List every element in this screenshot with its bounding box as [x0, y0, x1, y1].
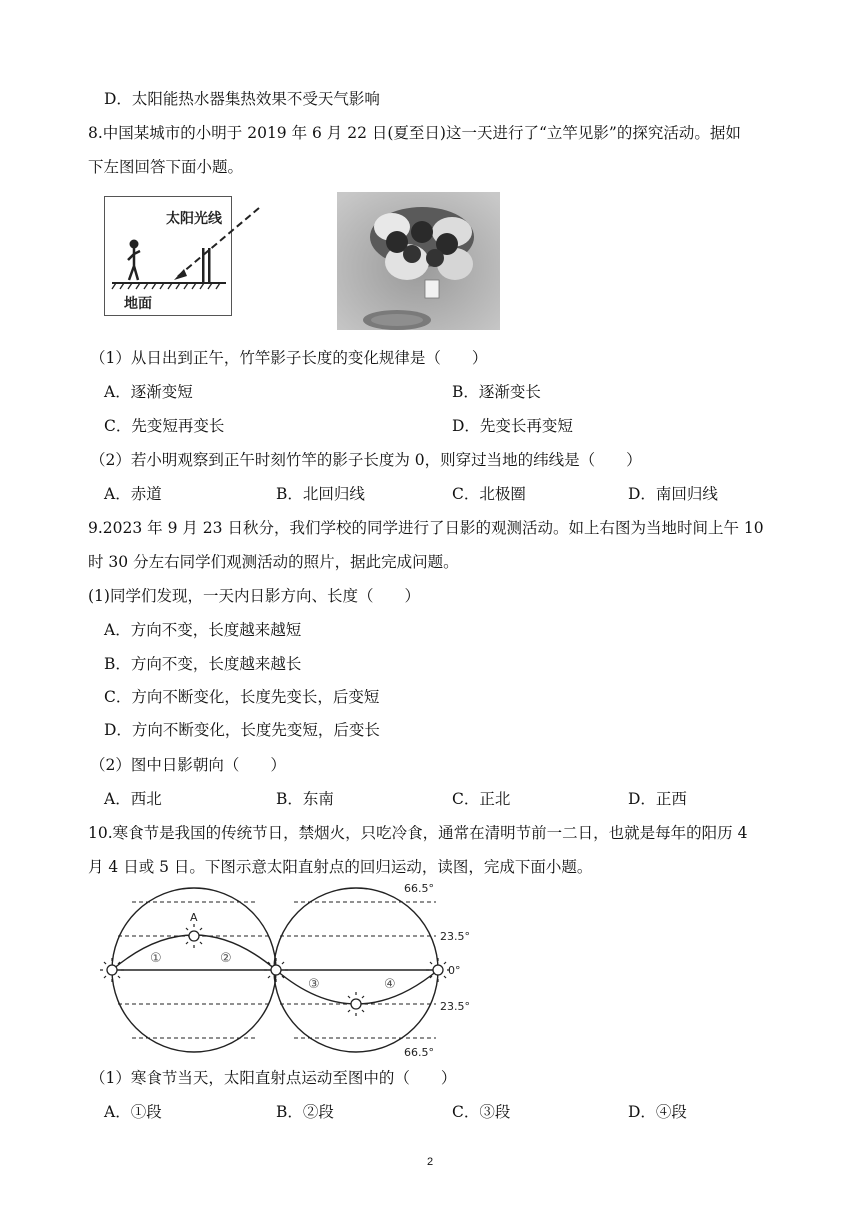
q9-stem-line1: 9.2023 年 9 月 23 日秋分，我们学校的同学进行了日影的观测活动。如上右图为当地时间上午 10: [88, 519, 764, 537]
students-observation-photo: [337, 192, 500, 330]
segment-4-label: ④: [384, 977, 396, 992]
lat-66-5-north-label: 66.5°: [404, 882, 434, 895]
q9-sub2-option-c: C．正北: [452, 790, 511, 808]
q9-sub2-question: （2）图中日影朝向（ ）: [90, 756, 286, 774]
q9-sub1-question: (1)同学们发现，一天内日影方向、长度（ ）: [88, 587, 420, 605]
q9-sub1-option-d: D．方向不断变化，长度先变短，后变长: [104, 721, 380, 739]
segment-2-label: ②: [220, 951, 232, 966]
segment-1-label: ①: [150, 951, 162, 966]
q9-stem-line2: 时 30 分左右同学们观测活动的照片，据此完成问题。: [88, 553, 459, 571]
q8-sub2-option-c: C．北极圈: [452, 485, 526, 503]
q8-sub1-option-c: C．先变短再变长: [104, 417, 225, 435]
q9-sub1-option-b: B．方向不变，长度越来越长: [104, 655, 302, 673]
q10-sub1-option-d: D．④段: [628, 1103, 687, 1121]
q8-sub1-option-d: D．先变长再变短: [452, 417, 573, 435]
bamboo-pole: [202, 248, 205, 282]
q8-sub1-option-a: A．逐渐变短: [104, 383, 193, 401]
page-number: 2: [426, 1156, 434, 1168]
q7-option-d: D．太阳能热水器集热效果不受天气影响: [104, 90, 380, 108]
q10-sub1-option-c: C．③段: [452, 1103, 511, 1121]
point-a-label: A: [190, 911, 198, 924]
q8-sub2-question: （2）若小明观察到正午时刻竹竿的影子长度为 0，则穿过当地的纬线是（ ）: [90, 451, 642, 469]
q8-sub2-option-d: D．南回归线: [628, 485, 718, 503]
q9-sub1-option-c: C．方向不断变化，长度先变长，后变短: [104, 688, 380, 706]
q9-sub2-option-d: D．正西: [628, 790, 687, 808]
q8-stem-line2: 下左图回答下面小题。: [88, 158, 244, 176]
q10-sub1-question: （1）寒食节当天，太阳直射点运动至图中的（ ）: [90, 1069, 457, 1087]
equator-label: 0°: [448, 964, 461, 977]
q9-sub1-option-a: A．方向不变，长度越来越短: [104, 621, 302, 639]
q10-sub1-option-a: A．①段: [104, 1103, 162, 1121]
q8-sub2-option-b: B．北回归线: [276, 485, 365, 503]
q8-sub2-option-a: A．赤道: [104, 485, 162, 503]
lat-23-5-south-label: 23.5°: [440, 1000, 470, 1013]
sun-ray-label: 太阳光线: [166, 211, 222, 227]
q10-sub1-option-b: B．②段: [276, 1103, 334, 1121]
ground-label: 地面: [124, 296, 152, 312]
lat-23-5-north-label: 23.5°: [440, 930, 470, 943]
q8-stem-line1: 8.中国某城市的小明于 2019 年 6 月 22 日(夏至日)这一天进行了“立竿见影”的探究活动。据如: [88, 124, 741, 142]
q10-stem-line1: 10.寒食节是我国的传统节日，禁烟火，只吃冷食，通常在清明节前一二日，也就是每年的阳历 4: [88, 824, 748, 842]
q8-sub1-question: （1）从日出到正午，竹竿影子长度的变化规律是（ ）: [90, 349, 488, 367]
sun-direct-point-diagram: [96, 878, 476, 1058]
person-head-icon: [130, 240, 139, 249]
q9-sub2-option-a: A．西北: [104, 790, 162, 808]
lat-66-5-south-label: 66.5°: [404, 1046, 434, 1058]
q8-sub1-option-b: B．逐渐变长: [452, 383, 541, 401]
q10-stem-line2: 月 4 日或 5 日。下图示意太阳直射点的回归运动，读图，完成下面小题。: [88, 858, 593, 876]
pole-shadow-figure: [104, 196, 232, 316]
bamboo-pole-2: [208, 248, 211, 282]
segment-3-label: ③: [308, 977, 320, 992]
q9-sub2-option-b: B．东南: [276, 790, 334, 808]
